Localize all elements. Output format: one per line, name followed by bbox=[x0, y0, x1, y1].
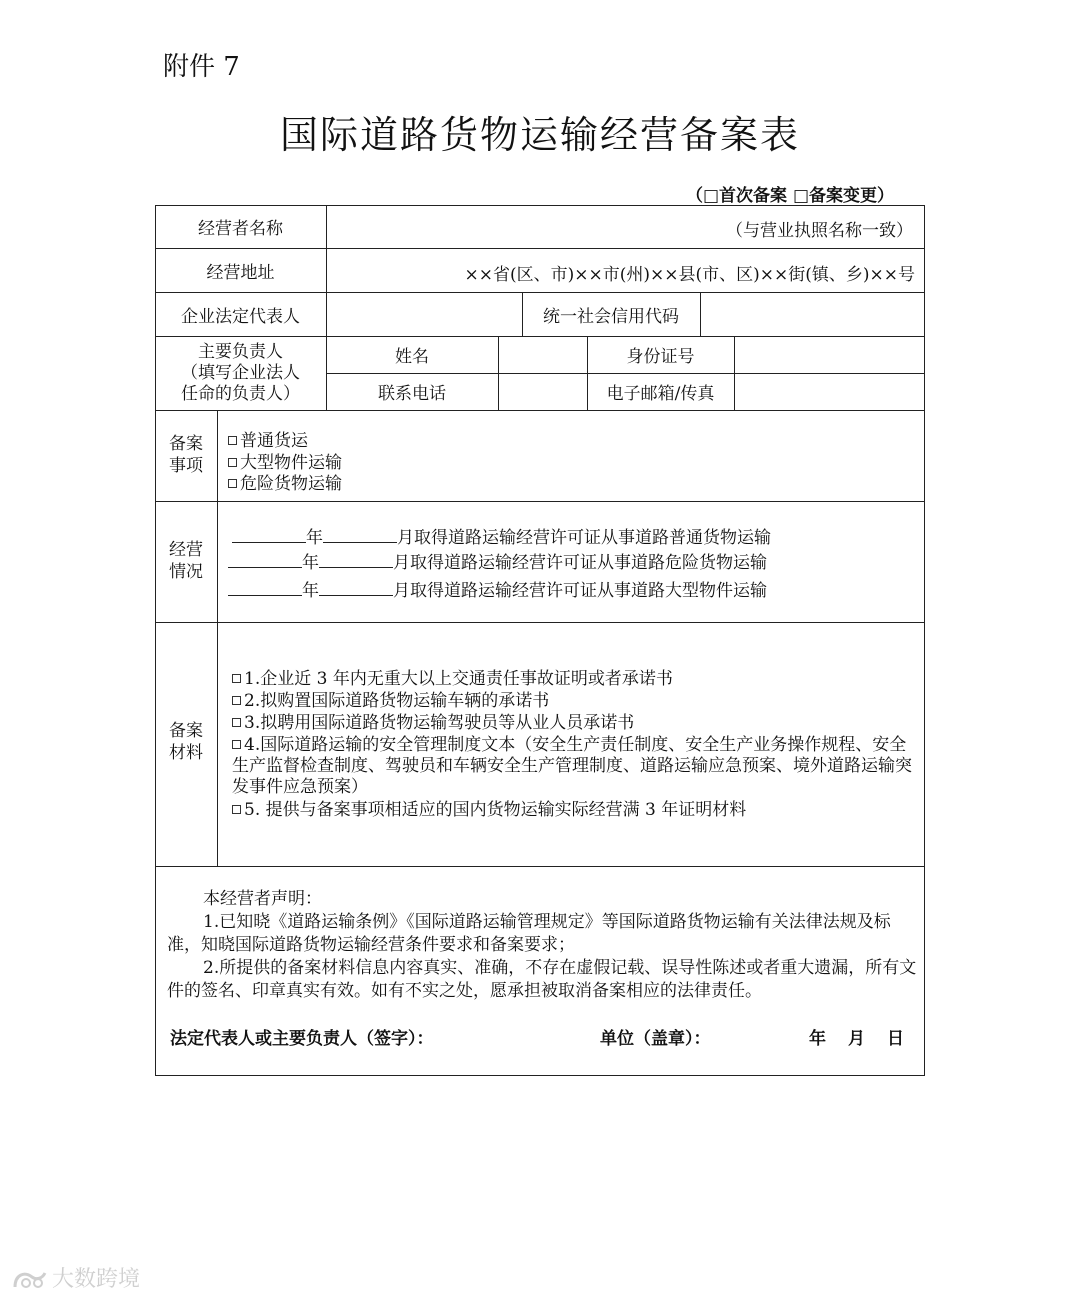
email-label: 电子邮箱/传真 bbox=[606, 384, 715, 404]
declaration-2: 2.所提供的备案材料信息内容真实、准确，不存在虚假记载、误导性陈述或者重大遗漏，所有文件的签名、印章真实有效。如有不实之处，愿承担被取消备案相应的法律责任。 bbox=[167, 958, 917, 1001]
id-field[interactable] bbox=[734, 336, 925, 373]
date-year: 年 bbox=[809, 1029, 826, 1049]
items-label-line-1: 备案 bbox=[169, 434, 203, 454]
month-blank[interactable] bbox=[319, 581, 393, 596]
legal-rep-field[interactable] bbox=[326, 292, 522, 336]
credit-code-label: 统一社会信用代码 bbox=[543, 306, 679, 327]
checkbox-icon bbox=[232, 674, 241, 683]
item-label: 危险货物运输 bbox=[240, 474, 342, 494]
ops-line bbox=[228, 548, 767, 573]
principal-label-line-3: 任命的负责人） bbox=[181, 384, 300, 404]
material-item[interactable]: 5. 提供与备案事项相适应的国内货物运输实际经营满 3 年证明材料 bbox=[232, 800, 918, 821]
material-item[interactable]: 2.拟购置国际道路货物运输车辆的承诺书 bbox=[232, 691, 918, 712]
checkbox-icon bbox=[232, 718, 241, 727]
month-blank[interactable] bbox=[319, 553, 393, 568]
form-title: 国际道路货物运输经营备案表 bbox=[279, 113, 800, 157]
month-blank[interactable] bbox=[323, 528, 397, 543]
item-label: 大型物件运输 bbox=[240, 453, 342, 473]
year-blank[interactable] bbox=[228, 553, 302, 568]
ops-label-line-2: 情况 bbox=[169, 562, 203, 582]
ops-line-text: 月取得道路运输经营许可证从事道路大型物件运输 bbox=[393, 581, 767, 601]
phone-label: 联系电话 bbox=[378, 384, 446, 404]
year-word: 年 bbox=[302, 553, 319, 573]
year-word: 年 bbox=[306, 528, 323, 548]
attachment-label: 附件 7 bbox=[163, 52, 240, 82]
watermark bbox=[12, 1262, 140, 1293]
material-item[interactable]: 1.企业近 3 年内无重大以上交通责任事故证明或者承诺书 bbox=[232, 669, 918, 690]
year-word: 年 bbox=[302, 581, 319, 601]
credit-code-field[interactable] bbox=[700, 292, 925, 336]
checkbox-icon bbox=[232, 805, 241, 814]
operator-name-hint: （与营业执照名称一致） bbox=[726, 221, 913, 241]
declaration-1: 1.已知晓《道路运输条例》《国际道路运输管理规定》等国际道路货物运输有关法律法规及标准，知晓国际道路货物运输经营条件要求和备案要求； bbox=[167, 912, 891, 955]
email-field[interactable] bbox=[734, 373, 925, 410]
operator-name-label: 经营者名称 bbox=[198, 219, 283, 239]
materials-label-line-2: 材料 bbox=[169, 743, 203, 763]
materials-label-line-1: 备案 bbox=[169, 721, 203, 741]
address-field[interactable] bbox=[326, 248, 925, 292]
year-blank[interactable] bbox=[232, 528, 306, 543]
filing-type-options[interactable]: （□首次备案 □备案变更） bbox=[686, 186, 895, 206]
date-day: 日 bbox=[887, 1029, 904, 1049]
items-label bbox=[155, 410, 217, 501]
checkbox-icon bbox=[232, 696, 241, 705]
address-label: 经营地址 bbox=[206, 262, 275, 283]
principal-label-line-1: 主要负责人 bbox=[198, 342, 283, 362]
ops-line bbox=[232, 523, 771, 548]
checkbox-icon bbox=[228, 436, 237, 445]
sign-label: 法定代表人或主要负责人（签字）： bbox=[170, 1029, 434, 1049]
address-hint: ××省(区、市)××市(州)××县(市、区)××街(镇、乡)××号 bbox=[464, 265, 915, 285]
legal-rep-label: 企业法定代表人 bbox=[181, 306, 300, 327]
name-field[interactable] bbox=[498, 336, 587, 373]
operator-name-field[interactable] bbox=[326, 205, 925, 248]
principal-label bbox=[155, 336, 326, 410]
ops-label-line-1: 经营 bbox=[169, 540, 203, 560]
watermark-logo-icon bbox=[12, 1267, 52, 1293]
checkbox-icon bbox=[228, 458, 237, 467]
ops-line-text: 月取得道路运输经营许可证从事道路普通货物运输 bbox=[397, 528, 771, 548]
phone-field[interactable] bbox=[498, 373, 587, 410]
checkbox-icon bbox=[232, 740, 241, 749]
material-item[interactable]: 3.拟聘用国际道路货物运输驾驶员等从业人员承诺书 bbox=[232, 713, 918, 734]
principal-label-line-2: （填写企业法人 bbox=[181, 363, 300, 383]
seal-label: 单位（盖章）： bbox=[600, 1029, 711, 1049]
ops-line bbox=[228, 576, 767, 601]
year-blank[interactable] bbox=[228, 581, 302, 596]
item-label: 普通货运 bbox=[240, 431, 308, 451]
materials-label bbox=[155, 622, 217, 866]
items-label-line-2: 事项 bbox=[169, 456, 203, 476]
ops-label bbox=[155, 501, 217, 622]
ops-line-text: 月取得道路运输经营许可证从事道路危险货物运输 bbox=[393, 553, 767, 573]
watermark-text: 大数跨境 bbox=[52, 1267, 141, 1292]
material-item[interactable]: 4.国际道路运输的安全管理制度文本（安全生产责任制度、安全生产业务操作规程、安全生产监督检查制度、驾驶员和车辆安全生产管理制度、道路运输应急预案、境外道路运输突发事件应急预案） bbox=[232, 735, 912, 797]
item-checkbox[interactable] bbox=[228, 469, 342, 494]
declaration-title: 本经营者声明： bbox=[203, 889, 322, 909]
name-label: 姓名 bbox=[395, 347, 429, 367]
id-label: 身份证号 bbox=[626, 347, 695, 367]
checkbox-icon bbox=[228, 479, 237, 488]
date-month: 月 bbox=[848, 1029, 865, 1049]
